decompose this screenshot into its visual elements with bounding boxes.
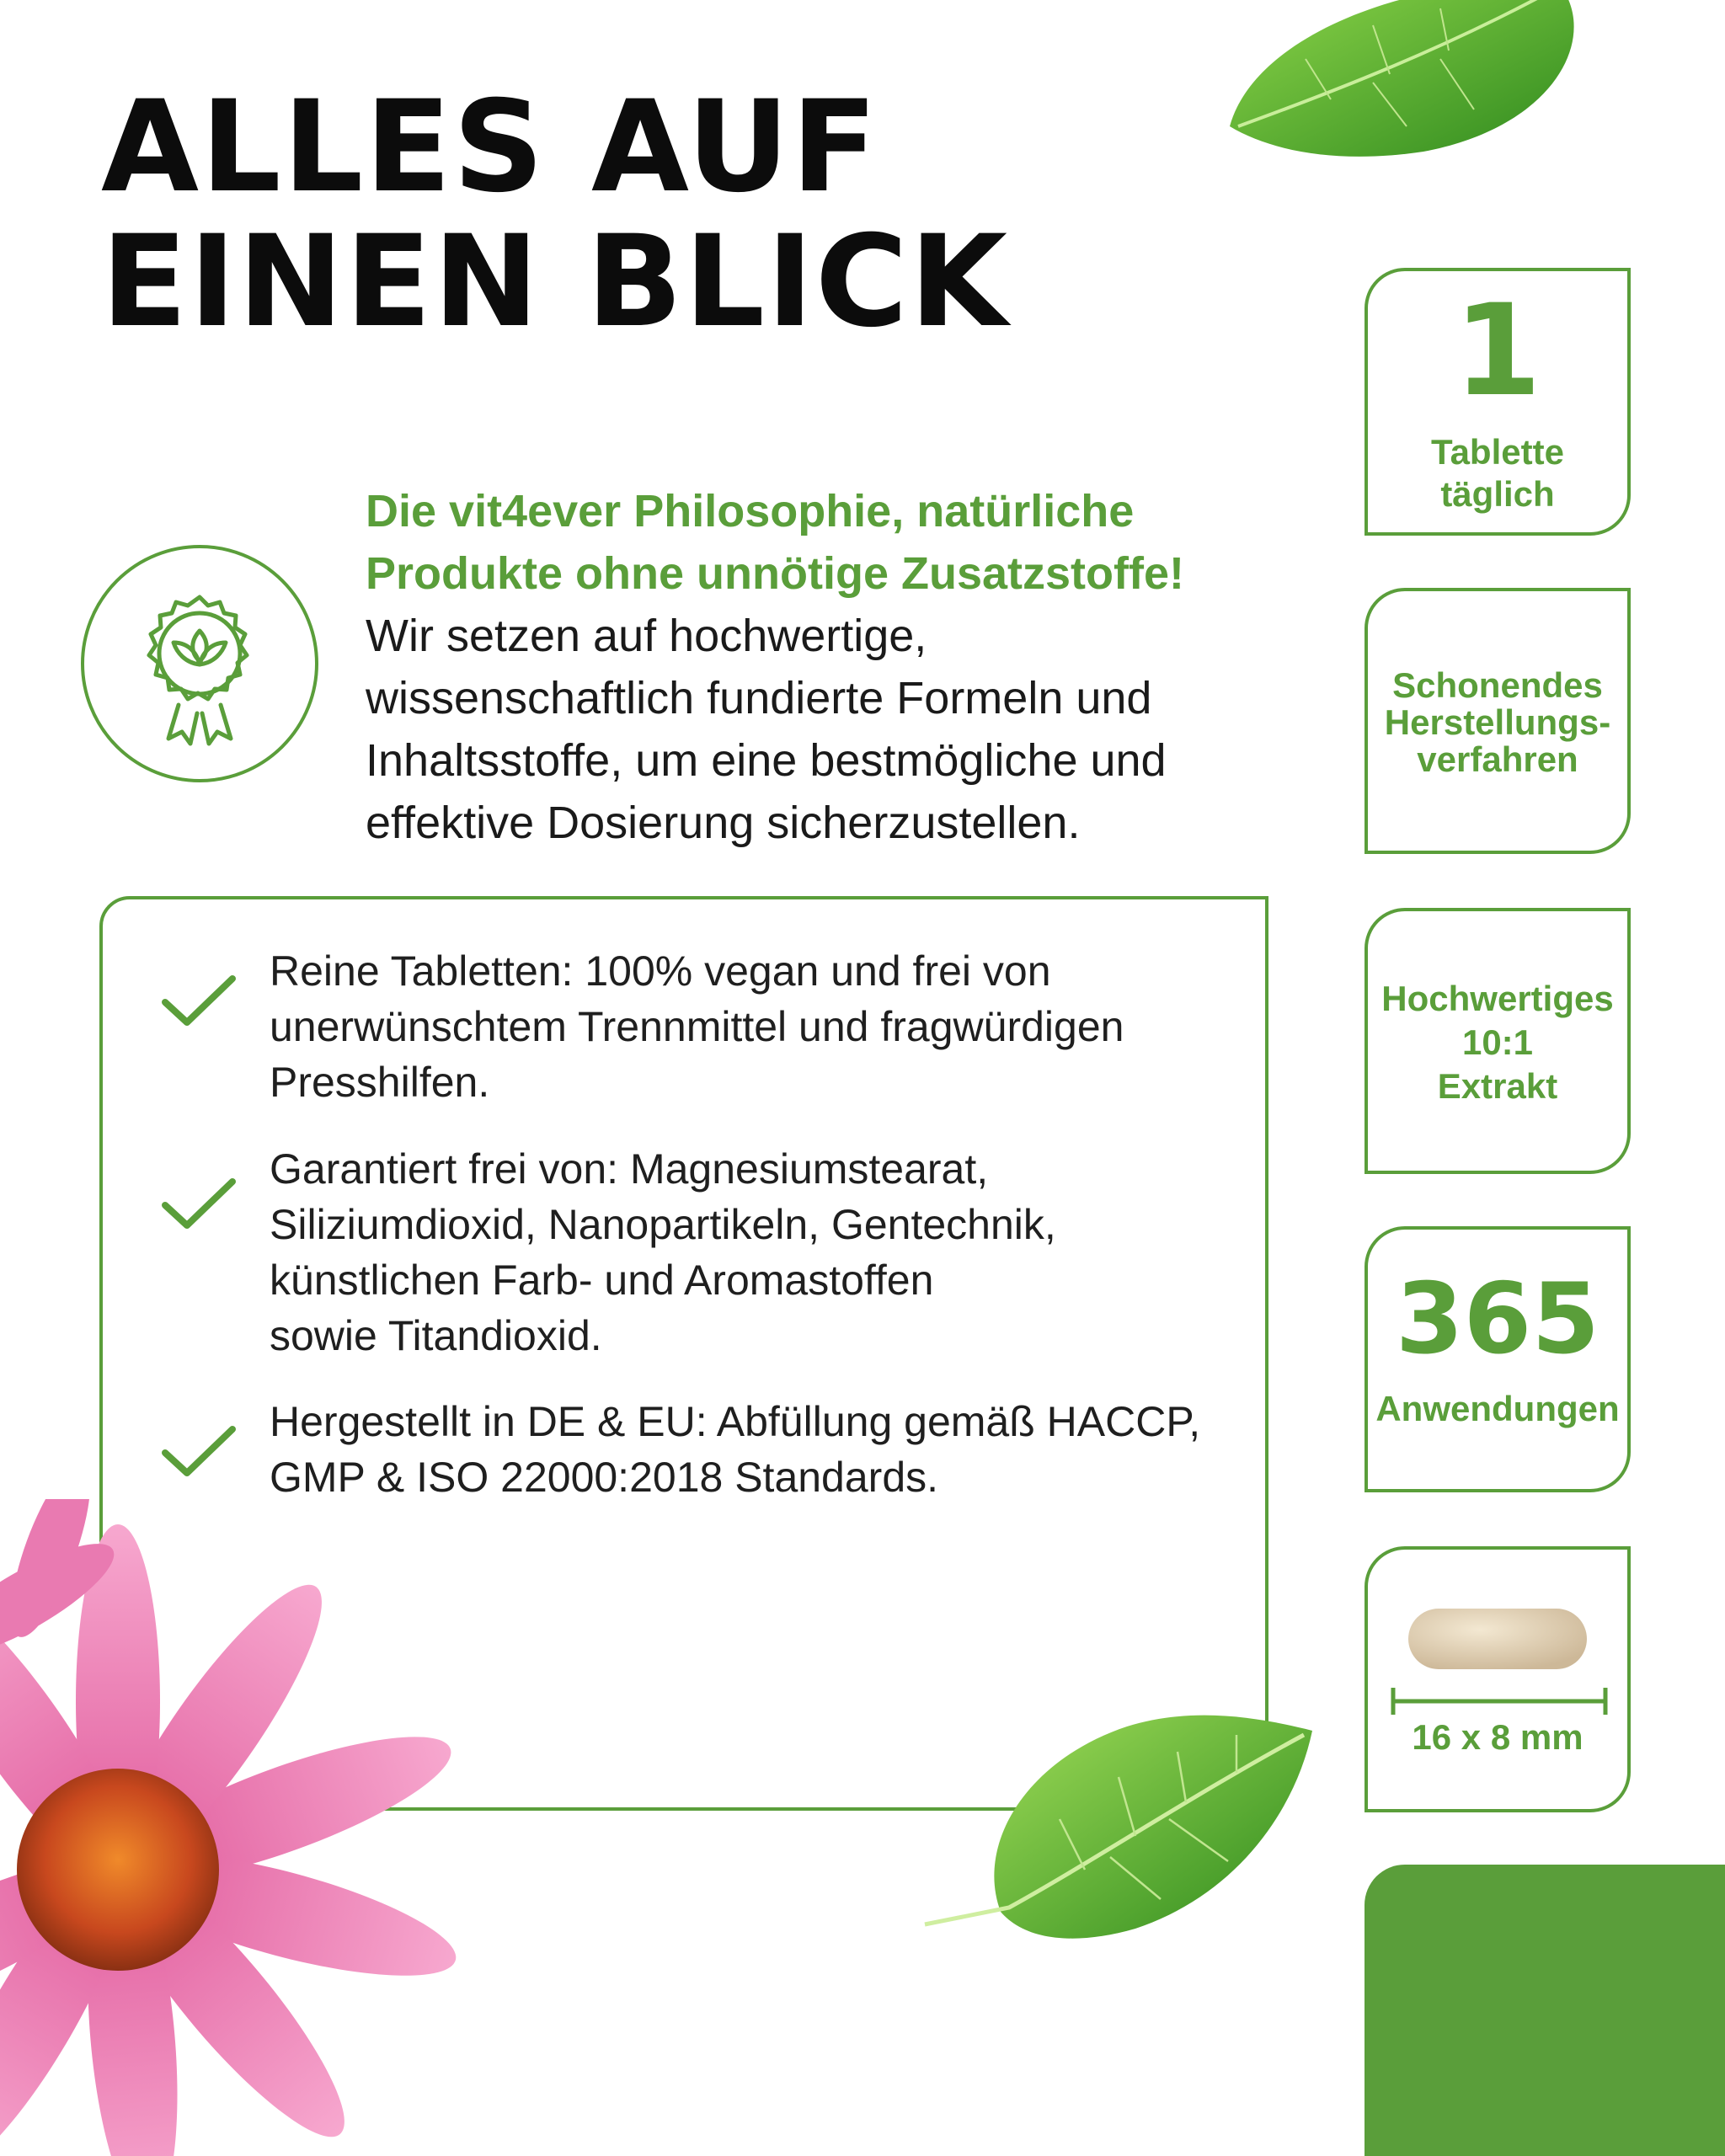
feature-text-free-from bbox=[270, 1141, 1238, 1364]
feature-free-line-4: sowie Titandioxid. bbox=[270, 1312, 602, 1359]
headline-line-1: ALLES AUF bbox=[101, 74, 879, 221]
leaf-bottom-image bbox=[916, 1701, 1321, 1954]
size-dimension-icon bbox=[1390, 1684, 1609, 1718]
feature-text-vegan bbox=[270, 943, 1238, 1110]
leaf-top-right-image bbox=[1204, 0, 1725, 168]
check-icon bbox=[158, 972, 239, 1031]
card-gentle-process bbox=[1365, 588, 1631, 854]
feature-vegan-line-1: Reine Tabletten: 100% vegan und frei von bbox=[270, 947, 1051, 995]
quality-seal-icon bbox=[81, 545, 318, 782]
page-headline bbox=[101, 74, 1010, 355]
process-line-1: Schonendes bbox=[1392, 665, 1603, 705]
process-line-3: verfahren bbox=[1417, 739, 1578, 779]
feature-vegan-line-2: unerwünschtem Trennmittel und fragwürdigen bbox=[270, 1003, 1124, 1050]
philosophy-body-1: Wir setzen auf hochwertige, bbox=[366, 611, 927, 661]
dose-label-2: täglich bbox=[1440, 474, 1555, 514]
feature-text-made-in bbox=[270, 1394, 1322, 1505]
process-line-2: Herstellungs- bbox=[1384, 702, 1611, 742]
philosophy-body-2: wissenschaftlich fundierte Formeln und bbox=[366, 673, 1152, 723]
dose-number: 1 bbox=[1453, 278, 1542, 424]
feature-item-vegan bbox=[158, 943, 1203, 1112]
decorative-green-panel bbox=[1365, 1865, 1725, 2156]
check-icon bbox=[158, 1422, 239, 1481]
check-icon bbox=[158, 1175, 239, 1234]
feature-free-line-2: Siliziumdioxid, Nanopartikeln, Gentechnik, bbox=[270, 1201, 1056, 1248]
card-tablet-size bbox=[1365, 1546, 1631, 1812]
feature-made-line-1: Hergestellt in DE & EU: Abfüllung gemäß HACCP, bbox=[270, 1398, 1201, 1445]
card-applications bbox=[1365, 1226, 1631, 1492]
extract-line-2: 10:1 bbox=[1461, 1022, 1534, 1062]
headline-line-2: EINEN BLICK bbox=[101, 209, 1010, 355]
philosophy-body-4: effektive Dosierung sicherzustellen. bbox=[366, 798, 1081, 848]
philosophy-headline-2: Produkte ohne unnötige Zusatzstoffe! bbox=[366, 548, 1184, 599]
feature-free-line-3: künstlichen Farb- und Aromastoffen bbox=[270, 1257, 934, 1304]
dose-label-1: Tablette bbox=[1431, 432, 1564, 472]
applications-label: Anwendungen bbox=[1375, 1389, 1620, 1428]
philosophy-headline-1: Die vit4ever Philosophie, natürliche bbox=[366, 486, 1135, 536]
philosophy-body-3: Inhaltsstoffe, um eine bestmögliche und bbox=[366, 735, 1167, 786]
philosophy-text bbox=[366, 480, 1250, 854]
tablet-size-label: 16 x 8 mm bbox=[1412, 1717, 1583, 1757]
quality-seal-svg bbox=[84, 548, 315, 779]
feature-free-line-1: Garantiert frei von: Magnesiumstearat, bbox=[270, 1145, 989, 1193]
echinacea-flower-image bbox=[0, 1499, 472, 2156]
card-daily-dose bbox=[1365, 268, 1631, 536]
feature-item-free-from bbox=[158, 1141, 1203, 1369]
card-extract bbox=[1365, 908, 1631, 1174]
extract-line-1: Hochwertiges bbox=[1381, 979, 1614, 1018]
feature-item-made-in bbox=[158, 1394, 1203, 1512]
feature-vegan-line-3: Presshilfen. bbox=[270, 1059, 490, 1106]
applications-number: 365 bbox=[1395, 1262, 1600, 1376]
extract-line-3: Extrakt bbox=[1437, 1066, 1558, 1106]
feature-made-line-2: GMP & ISO 22000:2018 Standards. bbox=[270, 1454, 939, 1501]
tablet-image bbox=[1405, 1605, 1592, 1673]
